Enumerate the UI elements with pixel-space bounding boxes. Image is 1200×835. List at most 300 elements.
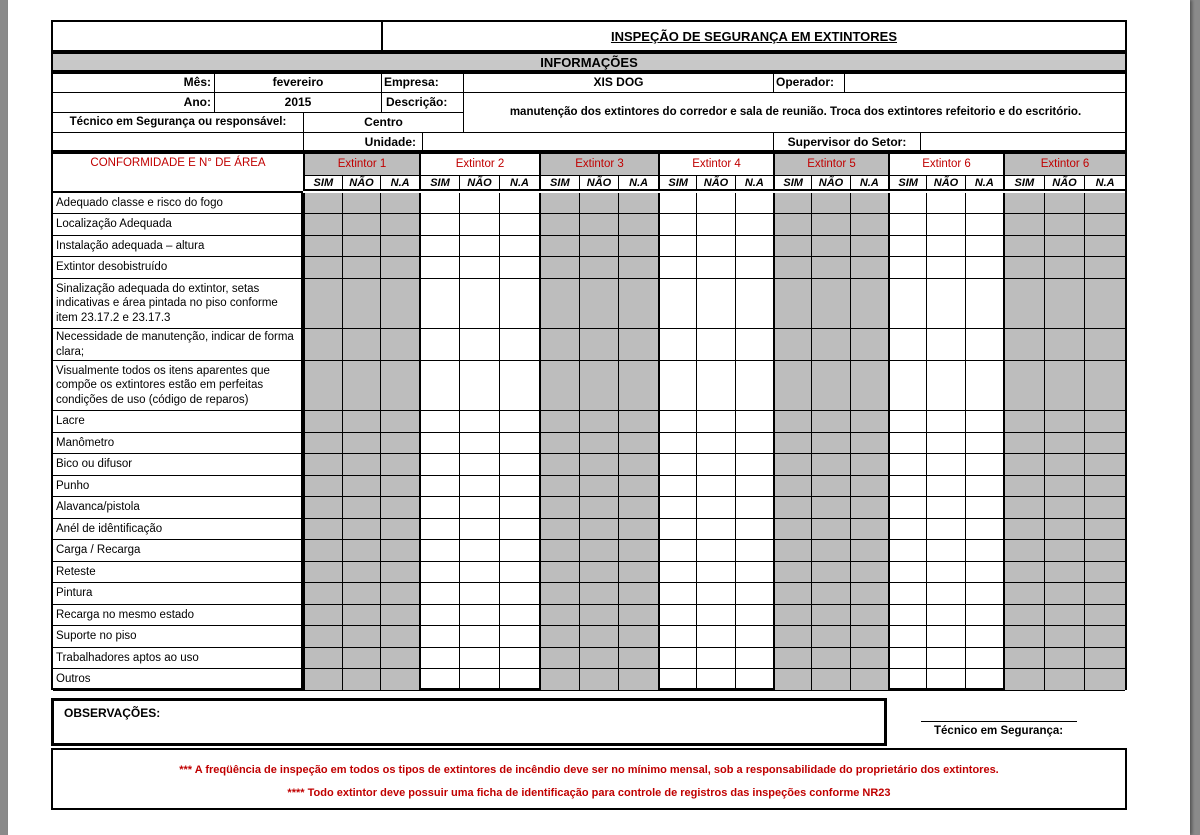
check-cell-sim-ext1-row9[interactable]	[305, 433, 341, 453]
check-cell-sim-ext4-row20[interactable]	[660, 669, 695, 690]
check-cell-na-ext6-row16[interactable]	[967, 583, 1002, 604]
check-cell-sim-ext7-row3[interactable]	[1005, 236, 1043, 256]
check-cell-sim-ext1-row3[interactable]	[305, 236, 341, 256]
check-cell-sim-ext3-row3[interactable]	[541, 236, 578, 256]
check-cell-sim-ext4-row14[interactable]	[660, 540, 695, 561]
check-cell-sim-ext5-row9[interactable]	[775, 433, 810, 453]
check-cell-na-ext4-row20[interactable]	[737, 669, 772, 690]
check-cell-não-ext2-row17[interactable]	[461, 605, 498, 625]
check-cell-não-ext5-row11[interactable]	[813, 476, 848, 496]
check-cell-na-ext3-row8[interactable]	[620, 411, 657, 432]
check-cell-na-ext7-row7[interactable]	[1086, 361, 1124, 410]
check-cell-na-ext6-row9[interactable]	[967, 433, 1002, 453]
check-cell-não-ext2-row2[interactable]	[461, 214, 498, 235]
check-cell-não-ext7-row13[interactable]	[1046, 519, 1084, 539]
check-cell-sim-ext6-row17[interactable]	[890, 605, 925, 625]
check-cell-na-ext5-row2[interactable]	[852, 214, 887, 235]
check-cell-sim-ext5-row16[interactable]	[775, 583, 810, 604]
check-cell-sim-ext3-row19[interactable]	[541, 648, 578, 668]
check-cell-sim-ext4-row9[interactable]	[660, 433, 695, 453]
check-cell-na-ext6-row17[interactable]	[967, 605, 1002, 625]
check-cell-sim-ext4-row11[interactable]	[660, 476, 695, 496]
check-cell-sim-ext1-row17[interactable]	[305, 605, 341, 625]
check-cell-não-ext3-row10[interactable]	[581, 454, 618, 475]
check-cell-sim-ext4-row2[interactable]	[660, 214, 695, 235]
check-cell-não-ext5-row6[interactable]	[813, 329, 848, 360]
check-cell-sim-ext3-row10[interactable]	[541, 454, 578, 475]
check-cell-sim-ext1-row4[interactable]	[305, 257, 341, 278]
check-cell-sim-ext5-row11[interactable]	[775, 476, 810, 496]
check-cell-não-ext3-row15[interactable]	[581, 562, 618, 582]
check-cell-na-ext4-row5[interactable]	[737, 279, 772, 328]
check-cell-não-ext2-row15[interactable]	[461, 562, 498, 582]
check-cell-na-ext2-row15[interactable]	[501, 562, 538, 582]
check-cell-na-ext1-row12[interactable]	[382, 497, 418, 518]
check-cell-na-ext1-row9[interactable]	[382, 433, 418, 453]
check-cell-sim-ext2-row8[interactable]	[421, 411, 458, 432]
check-cell-na-ext2-row12[interactable]	[501, 497, 538, 518]
check-cell-não-ext2-row3[interactable]	[461, 236, 498, 256]
check-cell-na-ext1-row10[interactable]	[382, 454, 418, 475]
check-cell-sim-ext6-row20[interactable]	[890, 669, 925, 690]
check-cell-sim-ext7-row15[interactable]	[1005, 562, 1043, 582]
check-cell-não-ext4-row4[interactable]	[698, 257, 733, 278]
check-cell-na-ext5-row14[interactable]	[852, 540, 887, 561]
check-cell-sim-ext1-row18[interactable]	[305, 626, 341, 647]
check-cell-sim-ext3-row12[interactable]	[541, 497, 578, 518]
check-cell-sim-ext3-row14[interactable]	[541, 540, 578, 561]
check-cell-na-ext4-row15[interactable]	[737, 562, 772, 582]
check-cell-na-ext5-row18[interactable]	[852, 626, 887, 647]
check-cell-não-ext7-row17[interactable]	[1046, 605, 1084, 625]
check-cell-sim-ext1-row20[interactable]	[305, 669, 341, 690]
check-cell-não-ext2-row9[interactable]	[461, 433, 498, 453]
check-cell-sim-ext4-row7[interactable]	[660, 361, 695, 410]
check-cell-sim-ext3-row1[interactable]	[541, 193, 578, 213]
check-cell-não-ext6-row1[interactable]	[928, 193, 963, 213]
check-cell-sim-ext7-row9[interactable]	[1005, 433, 1043, 453]
check-cell-na-ext5-row13[interactable]	[852, 519, 887, 539]
check-cell-não-ext4-row8[interactable]	[698, 411, 733, 432]
check-cell-sim-ext3-row7[interactable]	[541, 361, 578, 410]
check-cell-sim-ext4-row18[interactable]	[660, 626, 695, 647]
check-cell-sim-ext7-row12[interactable]	[1005, 497, 1043, 518]
check-cell-não-ext6-row15[interactable]	[928, 562, 963, 582]
check-cell-não-ext2-row5[interactable]	[461, 279, 498, 328]
check-cell-sim-ext6-row7[interactable]	[890, 361, 925, 410]
check-cell-não-ext4-row14[interactable]	[698, 540, 733, 561]
check-cell-sim-ext7-row6[interactable]	[1005, 329, 1043, 360]
check-cell-na-ext3-row11[interactable]	[620, 476, 657, 496]
check-cell-na-ext2-row3[interactable]	[501, 236, 538, 256]
check-cell-na-ext4-row12[interactable]	[737, 497, 772, 518]
check-cell-não-ext6-row20[interactable]	[928, 669, 963, 690]
check-cell-na-ext5-row1[interactable]	[852, 193, 887, 213]
check-cell-sim-ext2-row17[interactable]	[421, 605, 458, 625]
check-cell-não-ext2-row12[interactable]	[461, 497, 498, 518]
check-cell-não-ext4-row3[interactable]	[698, 236, 733, 256]
check-cell-na-ext1-row7[interactable]	[382, 361, 418, 410]
check-cell-não-ext5-row10[interactable]	[813, 454, 848, 475]
check-cell-sim-ext3-row5[interactable]	[541, 279, 578, 328]
check-cell-na-ext4-row3[interactable]	[737, 236, 772, 256]
check-cell-não-ext6-row12[interactable]	[928, 497, 963, 518]
check-cell-sim-ext7-row8[interactable]	[1005, 411, 1043, 432]
check-cell-sim-ext7-row10[interactable]	[1005, 454, 1043, 475]
check-cell-não-ext3-row11[interactable]	[581, 476, 618, 496]
check-cell-na-ext1-row1[interactable]	[382, 193, 418, 213]
check-cell-não-ext1-row20[interactable]	[344, 669, 380, 690]
check-cell-sim-ext2-row9[interactable]	[421, 433, 458, 453]
check-cell-na-ext1-row8[interactable]	[382, 411, 418, 432]
check-cell-na-ext6-row8[interactable]	[967, 411, 1002, 432]
check-cell-na-ext6-row19[interactable]	[967, 648, 1002, 668]
check-cell-na-ext4-row19[interactable]	[737, 648, 772, 668]
check-cell-não-ext3-row14[interactable]	[581, 540, 618, 561]
check-cell-não-ext5-row5[interactable]	[813, 279, 848, 328]
check-cell-não-ext1-row16[interactable]	[344, 583, 380, 604]
check-cell-na-ext1-row13[interactable]	[382, 519, 418, 539]
check-cell-na-ext6-row12[interactable]	[967, 497, 1002, 518]
check-cell-não-ext6-row14[interactable]	[928, 540, 963, 561]
check-cell-na-ext1-row18[interactable]	[382, 626, 418, 647]
check-cell-não-ext4-row16[interactable]	[698, 583, 733, 604]
check-cell-sim-ext6-row5[interactable]	[890, 279, 925, 328]
check-cell-sim-ext3-row15[interactable]	[541, 562, 578, 582]
check-cell-sim-ext7-row2[interactable]	[1005, 214, 1043, 235]
check-cell-sim-ext7-row17[interactable]	[1005, 605, 1043, 625]
check-cell-na-ext7-row13[interactable]	[1086, 519, 1124, 539]
check-cell-sim-ext2-row18[interactable]	[421, 626, 458, 647]
check-cell-na-ext6-row10[interactable]	[967, 454, 1002, 475]
check-cell-na-ext4-row7[interactable]	[737, 361, 772, 410]
check-cell-na-ext1-row11[interactable]	[382, 476, 418, 496]
check-cell-não-ext2-row18[interactable]	[461, 626, 498, 647]
check-cell-não-ext7-row19[interactable]	[1046, 648, 1084, 668]
check-cell-não-ext6-row16[interactable]	[928, 583, 963, 604]
check-cell-não-ext3-row6[interactable]	[581, 329, 618, 360]
check-cell-na-ext3-row20[interactable]	[620, 669, 657, 690]
check-cell-não-ext1-row15[interactable]	[344, 562, 380, 582]
check-cell-sim-ext3-row8[interactable]	[541, 411, 578, 432]
check-cell-sim-ext6-row13[interactable]	[890, 519, 925, 539]
check-cell-não-ext5-row9[interactable]	[813, 433, 848, 453]
check-cell-não-ext7-row11[interactable]	[1046, 476, 1084, 496]
check-cell-sim-ext3-row9[interactable]	[541, 433, 578, 453]
check-cell-na-ext4-row2[interactable]	[737, 214, 772, 235]
check-cell-sim-ext6-row19[interactable]	[890, 648, 925, 668]
check-cell-não-ext4-row13[interactable]	[698, 519, 733, 539]
check-cell-não-ext3-row4[interactable]	[581, 257, 618, 278]
check-cell-na-ext7-row8[interactable]	[1086, 411, 1124, 432]
check-cell-sim-ext7-row19[interactable]	[1005, 648, 1043, 668]
check-cell-não-ext6-row11[interactable]	[928, 476, 963, 496]
check-cell-não-ext3-row19[interactable]	[581, 648, 618, 668]
check-cell-não-ext6-row9[interactable]	[928, 433, 963, 453]
check-cell-na-ext4-row9[interactable]	[737, 433, 772, 453]
check-cell-sim-ext1-row15[interactable]	[305, 562, 341, 582]
check-cell-sim-ext1-row19[interactable]	[305, 648, 341, 668]
check-cell-não-ext7-row8[interactable]	[1046, 411, 1084, 432]
check-cell-não-ext6-row19[interactable]	[928, 648, 963, 668]
check-cell-na-ext1-row3[interactable]	[382, 236, 418, 256]
check-cell-não-ext3-row2[interactable]	[581, 214, 618, 235]
check-cell-na-ext3-row6[interactable]	[620, 329, 657, 360]
check-cell-na-ext7-row9[interactable]	[1086, 433, 1124, 453]
check-cell-não-ext2-row8[interactable]	[461, 411, 498, 432]
check-cell-sim-ext2-row15[interactable]	[421, 562, 458, 582]
check-cell-não-ext2-row7[interactable]	[461, 361, 498, 410]
check-cell-sim-ext2-row11[interactable]	[421, 476, 458, 496]
check-cell-sim-ext1-row1[interactable]	[305, 193, 341, 213]
check-cell-não-ext3-row13[interactable]	[581, 519, 618, 539]
check-cell-na-ext7-row16[interactable]	[1086, 583, 1124, 604]
check-cell-não-ext4-row6[interactable]	[698, 329, 733, 360]
check-cell-sim-ext5-row7[interactable]	[775, 361, 810, 410]
check-cell-sim-ext1-row14[interactable]	[305, 540, 341, 561]
check-cell-sim-ext5-row8[interactable]	[775, 411, 810, 432]
check-cell-não-ext4-row12[interactable]	[698, 497, 733, 518]
check-cell-na-ext5-row9[interactable]	[852, 433, 887, 453]
check-cell-na-ext4-row18[interactable]	[737, 626, 772, 647]
check-cell-na-ext4-row1[interactable]	[737, 193, 772, 213]
check-cell-na-ext3-row16[interactable]	[620, 583, 657, 604]
check-cell-sim-ext5-row4[interactable]	[775, 257, 810, 278]
check-cell-sim-ext5-row13[interactable]	[775, 519, 810, 539]
check-cell-sim-ext5-row12[interactable]	[775, 497, 810, 518]
check-cell-sim-ext7-row18[interactable]	[1005, 626, 1043, 647]
check-cell-sim-ext7-row4[interactable]	[1005, 257, 1043, 278]
check-cell-sim-ext2-row3[interactable]	[421, 236, 458, 256]
check-cell-na-ext2-row2[interactable]	[501, 214, 538, 235]
check-cell-sim-ext3-row13[interactable]	[541, 519, 578, 539]
check-cell-sim-ext3-row11[interactable]	[541, 476, 578, 496]
check-cell-na-ext7-row1[interactable]	[1086, 193, 1124, 213]
check-cell-na-ext1-row19[interactable]	[382, 648, 418, 668]
check-cell-na-ext7-row20[interactable]	[1086, 669, 1124, 690]
check-cell-não-ext2-row14[interactable]	[461, 540, 498, 561]
check-cell-na-ext5-row19[interactable]	[852, 648, 887, 668]
check-cell-não-ext6-row17[interactable]	[928, 605, 963, 625]
check-cell-sim-ext6-row3[interactable]	[890, 236, 925, 256]
check-cell-não-ext1-row9[interactable]	[344, 433, 380, 453]
check-cell-na-ext2-row8[interactable]	[501, 411, 538, 432]
check-cell-sim-ext3-row6[interactable]	[541, 329, 578, 360]
check-cell-na-ext5-row20[interactable]	[852, 669, 887, 690]
check-cell-não-ext1-row5[interactable]	[344, 279, 380, 328]
check-cell-não-ext6-row10[interactable]	[928, 454, 963, 475]
check-cell-na-ext6-row5[interactable]	[967, 279, 1002, 328]
check-cell-não-ext7-row12[interactable]	[1046, 497, 1084, 518]
check-cell-não-ext4-row7[interactable]	[698, 361, 733, 410]
check-cell-sim-ext6-row9[interactable]	[890, 433, 925, 453]
check-cell-não-ext1-row14[interactable]	[344, 540, 380, 561]
check-cell-não-ext4-row5[interactable]	[698, 279, 733, 328]
check-cell-na-ext3-row14[interactable]	[620, 540, 657, 561]
check-cell-não-ext4-row18[interactable]	[698, 626, 733, 647]
check-cell-sim-ext7-row20[interactable]	[1005, 669, 1043, 690]
check-cell-na-ext7-row3[interactable]	[1086, 236, 1124, 256]
check-cell-na-ext4-row14[interactable]	[737, 540, 772, 561]
check-cell-não-ext4-row11[interactable]	[698, 476, 733, 496]
check-cell-sim-ext2-row12[interactable]	[421, 497, 458, 518]
check-cell-na-ext1-row15[interactable]	[382, 562, 418, 582]
check-cell-não-ext1-row11[interactable]	[344, 476, 380, 496]
check-cell-sim-ext5-row10[interactable]	[775, 454, 810, 475]
check-cell-na-ext4-row16[interactable]	[737, 583, 772, 604]
check-cell-não-ext2-row19[interactable]	[461, 648, 498, 668]
check-cell-na-ext6-row15[interactable]	[967, 562, 1002, 582]
check-cell-sim-ext6-row8[interactable]	[890, 411, 925, 432]
check-cell-não-ext6-row5[interactable]	[928, 279, 963, 328]
check-cell-não-ext5-row1[interactable]	[813, 193, 848, 213]
check-cell-na-ext1-row4[interactable]	[382, 257, 418, 278]
check-cell-na-ext5-row12[interactable]	[852, 497, 887, 518]
check-cell-sim-ext3-row4[interactable]	[541, 257, 578, 278]
check-cell-sim-ext4-row17[interactable]	[660, 605, 695, 625]
check-cell-não-ext5-row8[interactable]	[813, 411, 848, 432]
check-cell-não-ext4-row9[interactable]	[698, 433, 733, 453]
check-cell-na-ext1-row17[interactable]	[382, 605, 418, 625]
check-cell-na-ext7-row18[interactable]	[1086, 626, 1124, 647]
check-cell-na-ext3-row18[interactable]	[620, 626, 657, 647]
check-cell-não-ext2-row10[interactable]	[461, 454, 498, 475]
check-cell-não-ext5-row16[interactable]	[813, 583, 848, 604]
check-cell-sim-ext3-row20[interactable]	[541, 669, 578, 690]
check-cell-na-ext5-row15[interactable]	[852, 562, 887, 582]
check-cell-não-ext2-row13[interactable]	[461, 519, 498, 539]
check-cell-não-ext2-row4[interactable]	[461, 257, 498, 278]
check-cell-na-ext5-row16[interactable]	[852, 583, 887, 604]
check-cell-na-ext7-row11[interactable]	[1086, 476, 1124, 496]
check-cell-não-ext3-row7[interactable]	[581, 361, 618, 410]
check-cell-sim-ext4-row13[interactable]	[660, 519, 695, 539]
check-cell-na-ext4-row17[interactable]	[737, 605, 772, 625]
check-cell-não-ext7-row1[interactable]	[1046, 193, 1084, 213]
check-cell-sim-ext5-row3[interactable]	[775, 236, 810, 256]
check-cell-não-ext7-row6[interactable]	[1046, 329, 1084, 360]
check-cell-sim-ext3-row18[interactable]	[541, 626, 578, 647]
check-cell-na-ext6-row4[interactable]	[967, 257, 1002, 278]
check-cell-não-ext1-row3[interactable]	[344, 236, 380, 256]
check-cell-sim-ext2-row20[interactable]	[421, 669, 458, 690]
check-cell-sim-ext2-row1[interactable]	[421, 193, 458, 213]
check-cell-não-ext5-row18[interactable]	[813, 626, 848, 647]
check-cell-não-ext5-row3[interactable]	[813, 236, 848, 256]
check-cell-sim-ext5-row14[interactable]	[775, 540, 810, 561]
check-cell-não-ext3-row20[interactable]	[581, 669, 618, 690]
check-cell-não-ext6-row3[interactable]	[928, 236, 963, 256]
check-cell-sim-ext7-row13[interactable]	[1005, 519, 1043, 539]
check-cell-na-ext1-row2[interactable]	[382, 214, 418, 235]
check-cell-na-ext1-row5[interactable]	[382, 279, 418, 328]
check-cell-sim-ext5-row1[interactable]	[775, 193, 810, 213]
check-cell-não-ext2-row20[interactable]	[461, 669, 498, 690]
check-cell-não-ext3-row8[interactable]	[581, 411, 618, 432]
check-cell-não-ext2-row1[interactable]	[461, 193, 498, 213]
check-cell-não-ext7-row18[interactable]	[1046, 626, 1084, 647]
check-cell-na-ext2-row13[interactable]	[501, 519, 538, 539]
check-cell-sim-ext4-row4[interactable]	[660, 257, 695, 278]
check-cell-na-ext5-row8[interactable]	[852, 411, 887, 432]
check-cell-na-ext7-row17[interactable]	[1086, 605, 1124, 625]
check-cell-na-ext2-row16[interactable]	[501, 583, 538, 604]
check-cell-não-ext5-row14[interactable]	[813, 540, 848, 561]
check-cell-na-ext3-row5[interactable]	[620, 279, 657, 328]
check-cell-na-ext6-row11[interactable]	[967, 476, 1002, 496]
check-cell-sim-ext5-row18[interactable]	[775, 626, 810, 647]
check-cell-sim-ext6-row15[interactable]	[890, 562, 925, 582]
check-cell-sim-ext5-row20[interactable]	[775, 669, 810, 690]
check-cell-na-ext3-row9[interactable]	[620, 433, 657, 453]
check-cell-na-ext7-row6[interactable]	[1086, 329, 1124, 360]
check-cell-não-ext3-row1[interactable]	[581, 193, 618, 213]
check-cell-não-ext6-row2[interactable]	[928, 214, 963, 235]
check-cell-sim-ext6-row10[interactable]	[890, 454, 925, 475]
check-cell-sim-ext2-row2[interactable]	[421, 214, 458, 235]
check-cell-sim-ext1-row16[interactable]	[305, 583, 341, 604]
check-cell-na-ext4-row13[interactable]	[737, 519, 772, 539]
check-cell-na-ext6-row18[interactable]	[967, 626, 1002, 647]
check-cell-na-ext6-row1[interactable]	[967, 193, 1002, 213]
check-cell-na-ext6-row2[interactable]	[967, 214, 1002, 235]
check-cell-não-ext1-row12[interactable]	[344, 497, 380, 518]
check-cell-sim-ext1-row5[interactable]	[305, 279, 341, 328]
check-cell-na-ext5-row3[interactable]	[852, 236, 887, 256]
check-cell-na-ext2-row18[interactable]	[501, 626, 538, 647]
check-cell-não-ext5-row20[interactable]	[813, 669, 848, 690]
check-cell-sim-ext5-row5[interactable]	[775, 279, 810, 328]
check-cell-não-ext2-row16[interactable]	[461, 583, 498, 604]
check-cell-sim-ext2-row14[interactable]	[421, 540, 458, 561]
check-cell-não-ext6-row18[interactable]	[928, 626, 963, 647]
check-cell-sim-ext1-row2[interactable]	[305, 214, 341, 235]
check-cell-na-ext6-row7[interactable]	[967, 361, 1002, 410]
check-cell-sim-ext4-row19[interactable]	[660, 648, 695, 668]
check-cell-na-ext3-row12[interactable]	[620, 497, 657, 518]
check-cell-sim-ext6-row2[interactable]	[890, 214, 925, 235]
check-cell-sim-ext7-row7[interactable]	[1005, 361, 1043, 410]
check-cell-não-ext1-row10[interactable]	[344, 454, 380, 475]
check-cell-na-ext2-row17[interactable]	[501, 605, 538, 625]
check-cell-não-ext5-row7[interactable]	[813, 361, 848, 410]
check-cell-na-ext2-row1[interactable]	[501, 193, 538, 213]
check-cell-sim-ext4-row15[interactable]	[660, 562, 695, 582]
check-cell-na-ext7-row5[interactable]	[1086, 279, 1124, 328]
check-cell-não-ext7-row20[interactable]	[1046, 669, 1084, 690]
check-cell-na-ext6-row3[interactable]	[967, 236, 1002, 256]
check-cell-na-ext7-row12[interactable]	[1086, 497, 1124, 518]
check-cell-não-ext5-row17[interactable]	[813, 605, 848, 625]
check-cell-na-ext2-row4[interactable]	[501, 257, 538, 278]
check-cell-não-ext3-row16[interactable]	[581, 583, 618, 604]
check-cell-não-ext3-row18[interactable]	[581, 626, 618, 647]
check-cell-não-ext7-row15[interactable]	[1046, 562, 1084, 582]
check-cell-na-ext3-row17[interactable]	[620, 605, 657, 625]
check-cell-não-ext6-row6[interactable]	[928, 329, 963, 360]
check-cell-sim-ext5-row17[interactable]	[775, 605, 810, 625]
check-cell-sim-ext7-row14[interactable]	[1005, 540, 1043, 561]
check-cell-sim-ext3-row16[interactable]	[541, 583, 578, 604]
check-cell-não-ext6-row13[interactable]	[928, 519, 963, 539]
check-cell-não-ext4-row19[interactable]	[698, 648, 733, 668]
check-cell-não-ext1-row17[interactable]	[344, 605, 380, 625]
check-cell-não-ext2-row6[interactable]	[461, 329, 498, 360]
check-cell-não-ext7-row3[interactable]	[1046, 236, 1084, 256]
check-cell-na-ext2-row7[interactable]	[501, 361, 538, 410]
check-cell-não-ext7-row4[interactable]	[1046, 257, 1084, 278]
check-cell-não-ext6-row8[interactable]	[928, 411, 963, 432]
